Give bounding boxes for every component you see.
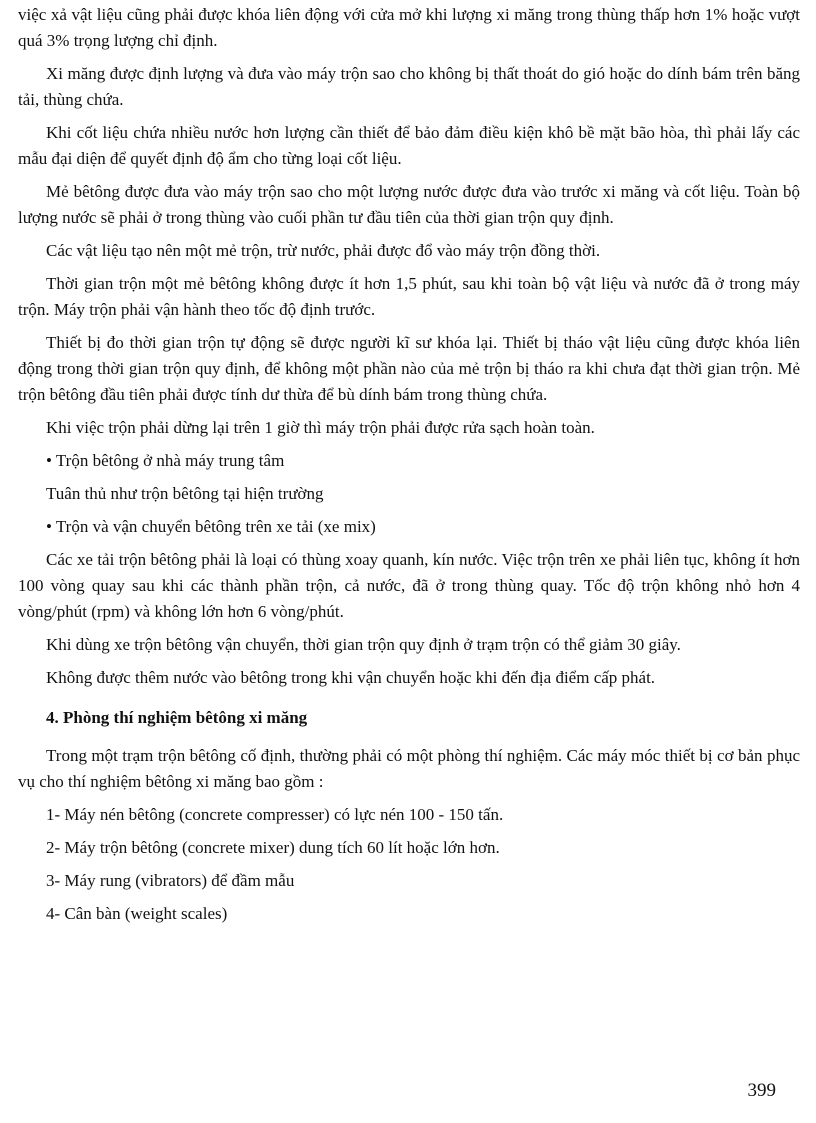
list-item: 4- Cân bàn (weight scales) — [46, 904, 228, 923]
paragraph: Khi cốt liệu chứa nhiều nước hơn lượng cần thiết để bảo đảm điều kiện khô bề mặt bão hòa, thì phải lấy các mẫu đại diện để quyết định độ ẩm cho từng loại cốt liệu. — [18, 123, 800, 168]
page-number: 399 — [747, 1080, 776, 1101]
bullet-central-plant: • Trộn bêtông ở nhà máy trung tâm — [46, 451, 285, 470]
list-item: 2- Máy trộn bêtông (concrete mixer) dung tích 60 lít hoặc lớn hơn. — [46, 838, 500, 857]
list-item: 3- Máy rung (vibrators) để đầm mẫu — [46, 871, 295, 890]
paragraph: Các xe tải trộn bêtông phải là loại có thùng xoay quanh, kín nước. Việc trộn trên xe phải liên tục, không ít hơn 100 vòng quay sau khi các thành phần trộn, cả nước, đã ở trong thùng quay. Tốc độ trộn không nhỏ hơn 4 vòng/phút (rpm) và không lớn hơn 6 vòng/phút. — [18, 550, 800, 621]
paragraph: Thiết bị đo thời gian trộn tự động sẽ được người kĩ sư khóa lại. Thiết bị tháo vật liệu cũng được khóa liên động trong thời gian trộn quy định, để không một phần nào của mẻ trộn bị tháo ra khi chưa đạt thời gian trộn. Mẻ trộn bêtông đầu tiên phải được tính dư thừa để bù dính bám trong thùng chứa. — [18, 333, 800, 404]
paragraph: Khi dùng xe trộn bêtông vận chuyển, thời gian trộn quy định ở trạm trộn có thể giảm 30 giây. — [46, 635, 681, 654]
paragraph: Trong một trạm trộn bêtông cố định, thường phải có một phòng thí nghiệm. Các máy móc thiết bị cơ bản phục vụ cho thí nghiệm bêtông xi măng bao gồm : — [18, 746, 800, 791]
list-item: 1- Máy nén bêtông (concrete compresser) có lực nén 100 - 150 tấn. — [46, 805, 504, 824]
paragraph: Xi măng được định lượng và đưa vào máy trộn sao cho không bị thất thoát do gió hoặc do dính bám trên băng tải, thùng chứa. — [18, 64, 800, 109]
bullet-truck-mixing: • Trộn và vận chuyển bêtông trên xe tải (xe mix) — [46, 517, 376, 536]
section-heading: 4. Phòng thí nghiệm bêtông xi măng — [46, 708, 308, 727]
document-page — [18, 2, 800, 934]
paragraph: Khi việc trộn phải dừng lại trên 1 giờ thì máy trộn phải được rửa sạch hoàn toàn. — [46, 418, 595, 437]
line-follow-site-mixing: Tuân thủ như trộn bêtông tại hiện trường — [46, 484, 324, 503]
paragraph: Không được thêm nước vào bêtông trong khi vận chuyển hoặc khi đến địa điểm cấp phát. — [46, 668, 656, 687]
paragraph: việc xả vật liệu cũng phải được khóa liên động với cửa mở khi lượng xi măng trong thùng thấp hơn 1% hoặc vượt quá 3% trọng lượng chỉ định. — [18, 5, 800, 50]
paragraph: Mẻ bêtông được đưa vào máy trộn sao cho một lượng nước được đưa vào trước xi măng và cốt liệu. Toàn bộ lượng nước sẽ phải ở trong thùng vào cuối phần tư đầu tiên của thời gian trộn quy định. — [18, 182, 800, 227]
paragraph: Các vật liệu tạo nên một mẻ trộn, trừ nước, phải được đổ vào máy trộn đồng thời. — [46, 241, 601, 260]
paragraph: Thời gian trộn một mẻ bêtông không được ít hơn 1,5 phút, sau khi toàn bộ vật liệu và nước đã ở trong máy trộn. Máy trộn phải vận hành theo tốc độ định trước. — [18, 274, 800, 319]
